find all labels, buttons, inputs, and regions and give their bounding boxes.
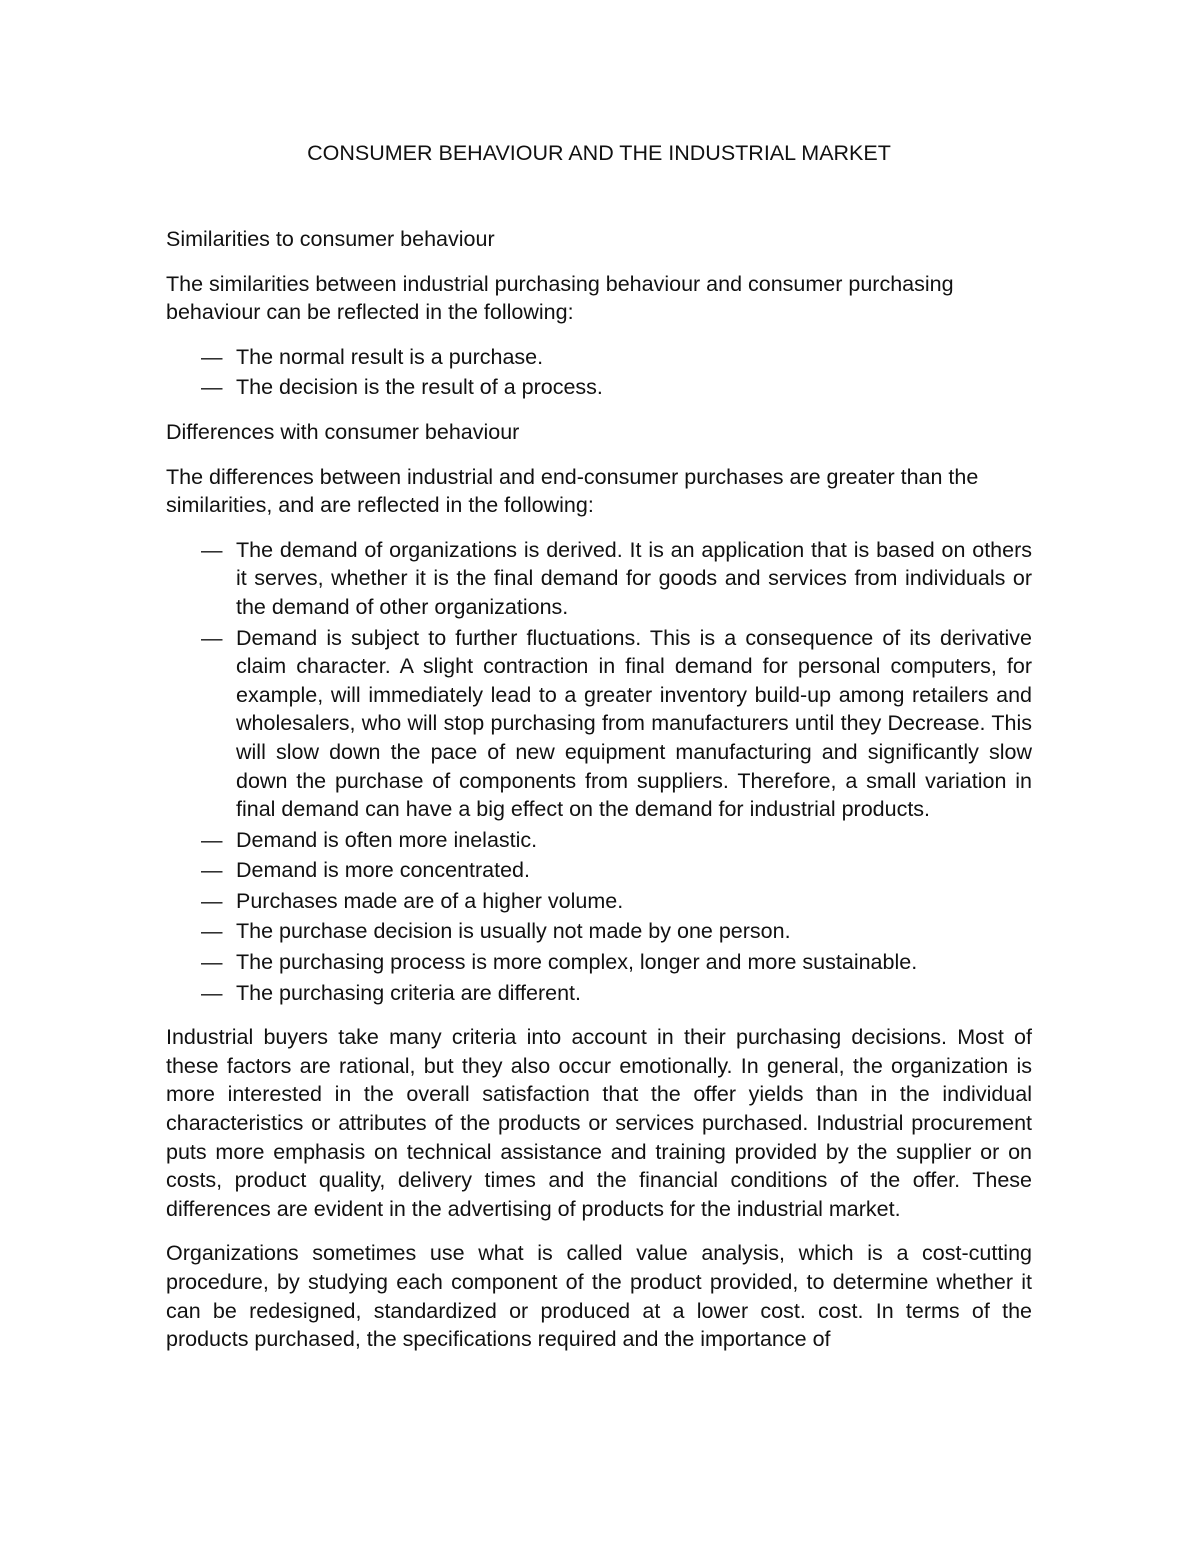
list-item — [166, 887, 1032, 916]
dash-bullet: — — [201, 919, 223, 944]
list-item-text: Demand is more concentrated. — [236, 858, 530, 883]
list-item-text: The decision is the result of a process. — [236, 375, 603, 400]
list-item — [166, 343, 1032, 372]
differences-intro: The differences between industrial and end-consumer purchases are greater than the similarities, and are reflected in the following: — [166, 464, 979, 518]
list-item — [166, 948, 1032, 977]
list-item-text: The normal result is a purchase. — [236, 344, 544, 369]
body-paragraph: Organizations sometimes use what is called value analysis, which is a cost-cutting procedure, by studying each component of the product provided, to determine whether it can be redesigned, standardized or produced at a lower cost. cost. In terms of the products purchased, the specifications required and the importance of — [166, 1241, 1032, 1352]
similarities-intro: The similarities between industrial purchasing behaviour and consumer purchasing behaviour can be reflected in the following: — [166, 271, 954, 325]
dash-bullet: — — [201, 344, 223, 369]
list-item — [166, 536, 1032, 622]
dash-bullet: — — [201, 858, 223, 883]
list-item-text: The purchase decision is usually not made by one person. — [236, 919, 791, 944]
list-item — [166, 373, 1032, 402]
differences-list — [166, 536, 1032, 1008]
list-item — [166, 624, 1032, 824]
document-body — [166, 139, 1032, 1370]
body-paragraph: Industrial buyers take many criteria into account in their purchasing decisions. Most of these factors are rational, but they also occur emotionally. In general, the organization is more interested in the overall satisfaction that the offer yields than in the individual characteristics or attributes of the products or services purchased. Industrial procurement puts more emphasis on technical assistance and training provided by the supplier or on costs, product quality, delivery times and the financial conditions of the offer. These differences are evident in the advertising of products for the industrial market. — [166, 1025, 1032, 1221]
list-item — [166, 856, 1032, 885]
dash-bullet: — — [201, 950, 223, 975]
list-item — [166, 979, 1032, 1008]
dash-bullet: — — [201, 625, 223, 650]
document-title: CONSUMER BEHAVIOUR AND THE INDUSTRIAL MARKET — [307, 141, 891, 165]
dash-bullet: — — [201, 980, 223, 1005]
dash-bullet: — — [201, 375, 223, 400]
differences-heading: Differences with consumer behaviour — [166, 419, 520, 444]
similarities-list — [166, 343, 1032, 402]
list-item-text: The demand of organizations is derived. It is an application that is based on others it serves, whether it is the final demand for goods and services from individuals or the demand of other organizations. — [236, 537, 1032, 619]
list-item-text: Purchases made are of a higher volume. — [236, 888, 624, 913]
list-item-text: The purchasing criteria are different. — [236, 980, 581, 1005]
dash-bullet: — — [201, 888, 223, 913]
dash-bullet: — — [201, 537, 223, 562]
list-item-text: Demand is subject to further fluctuations. This is a consequence of its derivative claim character. A slight contraction in final demand for personal computers, for example, will immediately lead to a greater inventory build-up among retailers and wholesalers, who will stop purchasing from manufacturers until they Decrease. This will slow down the pace of new equipment manufacturing and significantly slow down the purchase of components from suppliers. Therefore, a small variation in final demand can have a big effect on the demand for industrial products. — [236, 625, 1032, 822]
similarities-heading: Similarities to consumer behaviour — [166, 227, 495, 251]
list-item — [166, 826, 1032, 855]
dash-bullet: — — [201, 827, 223, 852]
list-item-text: The purchasing process is more complex, longer and more sustainable. — [236, 950, 918, 975]
list-item — [166, 917, 1032, 946]
list-item-text: Demand is often more inelastic. — [236, 827, 538, 852]
